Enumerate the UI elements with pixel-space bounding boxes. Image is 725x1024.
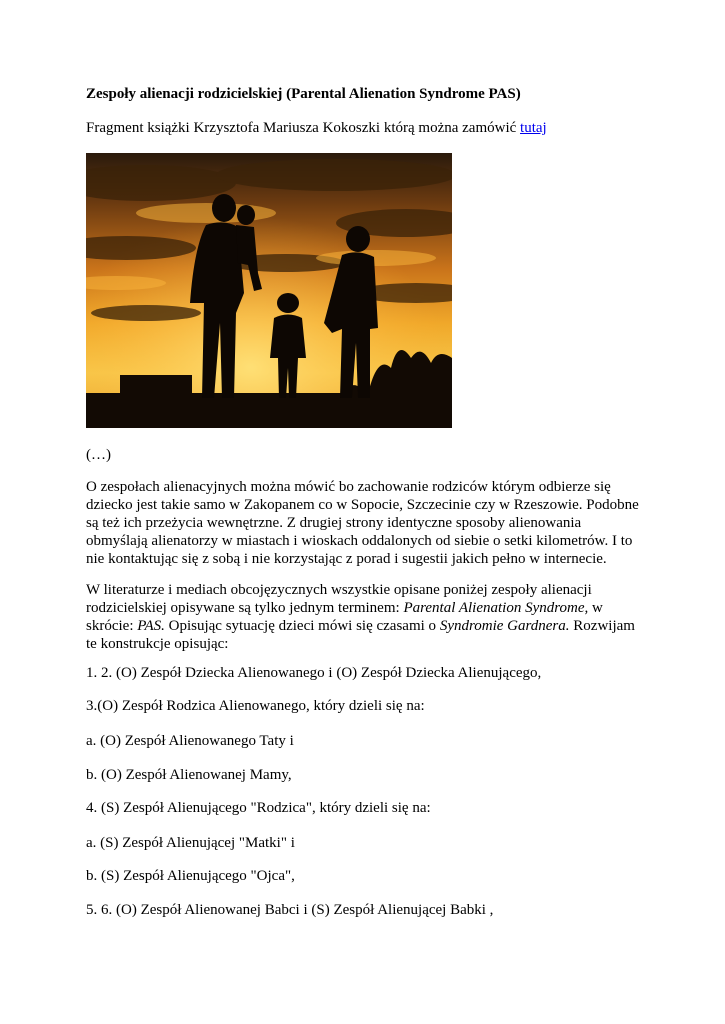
term-pas-full: Parental Alienation Syndrome, [403,600,589,616]
list-item: a. (O) Zespół Alienowanego Taty i [86,733,294,749]
list-item: b. (O) Zespół Alienowanej Mamy, [86,767,292,783]
intro-text: Fragment książki Krzysztofa Mariusza Kokoszki którą można zamówić [86,120,521,136]
term-pas: PAS. [137,618,165,634]
paragraph-1: O zespołach alienacyjnych można mówić bo zachowanie rodziców którym odbierze się dziecko jest takie samo w Zakopanem co w Sopocie, Szczecinie czy w Rzeszowie. Podobne są też ich przeżycia wewnętrzne. Z drugiej strony identyczne sposoby alienowania obmyślają alienatorzy w miastach i wioskach oddalonych od siebie o setki kilometrów. I to nie kontaktując się z sobą i nie korzystając z porad i sugestii jakich pełno w internecie. [86,479,639,567]
paragraph-2-part4: Rozwijam te konstrukcje opisując: [86,618,635,652]
family-silhouette-photo [86,153,452,428]
intro-line [86,120,547,137]
paragraph-2-part1: W literaturze i mediach obcojęzycznych wszystkie opisane poniżej zespoły alienacji rodzicielskiej opisywane są tylko jednym terminem: [86,582,592,616]
paragraph-2-part3: Opisując sytuację dzieci mówi się czasami o [164,618,440,634]
list-item: a. (S) Zespół Alienującej "Matki" i [86,835,295,851]
ellipsis: (…) [86,447,111,463]
order-link[interactable]: tutaj [520,120,547,136]
list-item: b. (S) Zespół Alienującego "Ojca", [86,868,295,884]
term-gardner: Syndromie Gardnera. [439,618,570,634]
paragraph-2 [86,581,646,653]
list-item: 4. (S) Zespół Alienującego "Rodzica", który dzieli się na: [86,800,431,816]
paragraph-2-part2: w skrócie: [86,600,603,634]
document-title: Zespoły alienacji rodzicielskiej (Parental Alienation Syndrome PAS) [86,86,521,102]
list-item: 5. 6. (O) Zespół Alienowanej Babci i (S) Zespół Alienującej Babki , [86,902,494,918]
list-item: 1. 2. (O) Zespół Dziecka Alienowanego i (O) Zespół Dziecka Alienującego, [86,665,542,681]
list-item: 3.(O) Zespół Rodzica Alienowanego, który dzieli się na: [86,698,425,714]
